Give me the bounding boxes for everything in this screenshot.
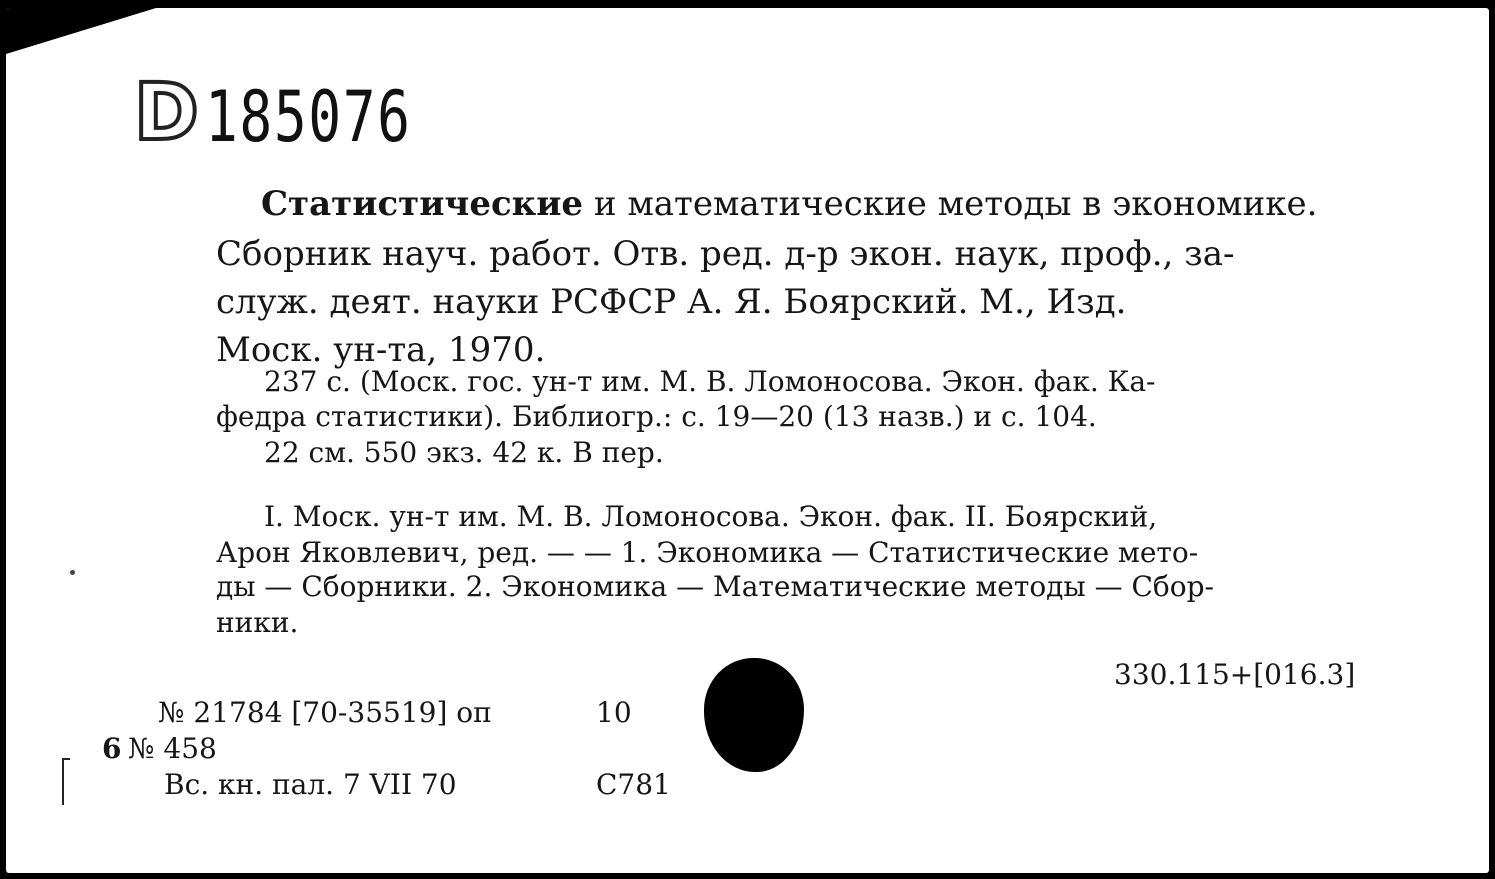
title-lead-word: Статистические (261, 184, 584, 224)
copy-number: № 458 (128, 732, 217, 765)
title-line: служ. деят. науки РСФСР А. Я. Боярский. М., Изд. (216, 282, 1127, 322)
tracing-line: ды — Сборники. 2. Экономика — Математические методы — Сбор- (216, 570, 1215, 603)
registry-number: № 21784 [70-35519] оп (158, 696, 492, 729)
tracing-line: I. Моск. ун-т им. М. В. Ломоносова. Экон. фак. II. Боярский, (264, 500, 1158, 533)
catalog-card (6, 8, 1489, 873)
classification-code: 330.115+[016.3] (1114, 658, 1356, 691)
tracing-line: Арон Яковлевич, ред. — — 1. Экономика — Статистические мето- (216, 536, 1199, 569)
ink-speck (70, 570, 75, 575)
chamber-record: Вс. кн. пал. 7 VII 70 (164, 768, 457, 801)
copy-marker: 6 (102, 732, 122, 765)
margin-bracket (62, 760, 64, 805)
stamp-number: 185076 (204, 76, 412, 158)
registry-count: 10 (596, 696, 632, 729)
title-line (261, 184, 1317, 224)
order-code: С781 (596, 768, 671, 801)
stamp-letter: D (134, 68, 199, 158)
card-corner-cut (6, 8, 156, 54)
description-line: федра статистики). Библиогр.: с. 19—20 (13 назв.) и с. 104. (216, 400, 1097, 433)
title-line: Моск. ун-та, 1970. (216, 330, 546, 370)
ink-blot (704, 658, 804, 772)
inventory-stamp (134, 68, 470, 158)
title-rest: и математические методы в экономике. (583, 184, 1318, 224)
tracing-line: ники. (216, 606, 299, 639)
description-line: 237 с. (Моск. гос. ун-т им. М. В. Ломоносова. Экон. фак. Ка- (264, 365, 1156, 398)
description-line: 22 см. 550 экз. 42 к. В пер. (264, 436, 664, 469)
title-line: Сборник науч. работ. Отв. ред. д-р экон. наук, проф., за- (216, 234, 1235, 274)
